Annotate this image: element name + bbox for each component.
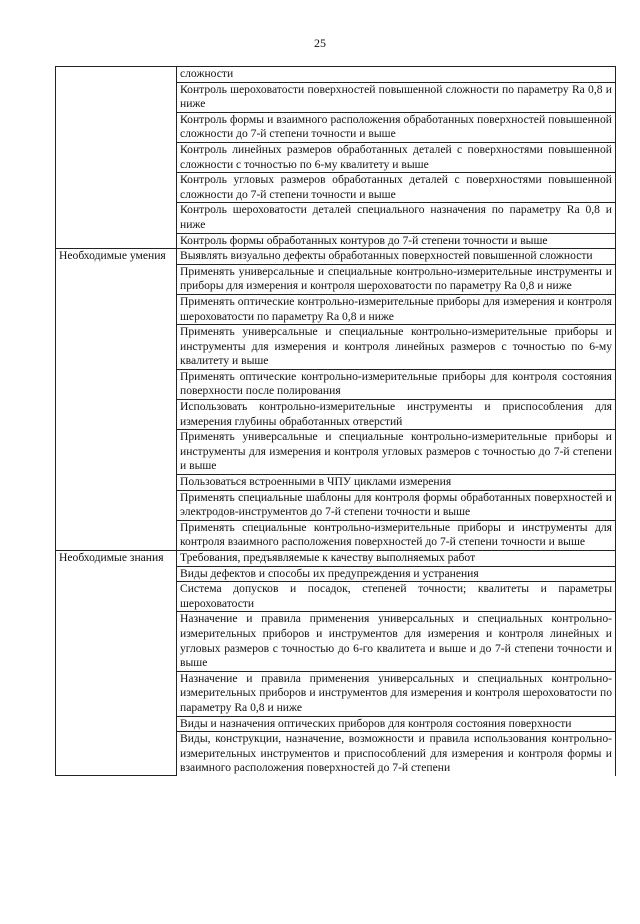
requirement-cell: Применять специальные контрольно-измерительные приборы и инструменты для контроля взаимного расположения поверхностей до 7-й степени точности и выше xyxy=(177,520,616,550)
requirement-cell: Назначение и правила применения универсальных и специальных контрольно-измерительных приборов и инструментов для измерения и контроля линейных и угловых размеров с точностью до 6-го квалитета и выше и до 7-й степени точности и выше xyxy=(177,612,616,671)
table-row xyxy=(56,249,616,265)
requirement-cell: сложности xyxy=(177,67,616,83)
requirement-cell: Выявлять визуально дефекты обработанных поверхностей повышенной сложности xyxy=(177,249,616,265)
requirements-table xyxy=(55,66,616,776)
requirement-cell: Виды, конструкции, назначение, возможности и правила использования контрольно-измерительных инструментов и приспособлений для измерения и контроля формы и взаимного расположения поверхностей до 7-й степени xyxy=(177,732,616,776)
requirement-cell: Использовать контрольно-измерительные инструменты и приспособления для измерения глубины обработанных отверстий xyxy=(177,400,616,430)
requirement-cell: Контроль линейных размеров обработанных деталей с поверхностями повышенной сложности с точностью по 6-му квалитету и выше xyxy=(177,142,616,172)
requirement-cell: Назначение и правила применения универсальных и специальных контрольно-измерительных приборов и инструментов для измерения и контроля шероховатости по параметру Ra 0,8 и ниже xyxy=(177,671,616,716)
requirement-cell: Виды дефектов и способы их предупреждения и устранения xyxy=(177,566,616,582)
requirement-cell: Применять универсальные и специальные контрольно-измерительные приборы и инструменты для измерения и контроля линейных размеров с точностью по 6-му квалитету и выше xyxy=(177,325,616,370)
table-row xyxy=(56,67,616,83)
requirement-cell: Пользоваться встроенными в ЧПУ циклами измерения xyxy=(177,475,616,491)
requirement-cell: Контроль шероховатости деталей специального назначения по параметру Ra 0,8 и ниже xyxy=(177,203,616,233)
requirement-cell: Применять универсальные и специальные контрольно-измерительные приборы и инструменты для измерения и контроля угловых размеров с точностью до 7-й степени и выше xyxy=(177,430,616,475)
requirement-cell: Контроль угловых размеров обработанных деталей с поверхностями повышенной сложности до 7-й степени точности и выше xyxy=(177,173,616,203)
section-label xyxy=(56,67,177,249)
requirement-cell: Применять специальные шаблоны для контроля формы обработанных поверхностей и электродов-инструментов до 7-й степени точности и выше xyxy=(177,490,616,520)
requirement-cell: Контроль шероховатости поверхностей повышенной сложности по параметру Ra 0,8 и ниже xyxy=(177,82,616,112)
requirements-table-body xyxy=(56,67,616,776)
requirement-cell: Применять универсальные и специальные контрольно-измерительные инструменты и приборы для измерения и контроля шероховатости по параметру Ra 0,8 и ниже xyxy=(177,264,616,294)
page-number: 25 xyxy=(314,36,326,50)
requirement-cell: Контроль формы и взаимного расположения обработанных поверхностей повышенной сложности до 7-й степени точности и выше xyxy=(177,112,616,142)
requirement-cell: Требования, предъявляемые к качеству выполняемых работ xyxy=(177,551,616,567)
section-label: Необходимые знания xyxy=(56,551,177,776)
requirement-cell: Контроль формы обработанных контуров до 7-й степени точности и выше xyxy=(177,233,616,249)
requirement-cell: Применять оптические контрольно-измерительные приборы для измерения и контроля шероховатости по параметру Ra 0,8 и ниже xyxy=(177,294,616,324)
table-row xyxy=(56,551,616,567)
requirement-cell: Применять оптические контрольно-измерительные приборы для контроля состояния поверхности после полирования xyxy=(177,369,616,399)
requirement-cell: Система допусков и посадок, степеней точности; квалитеты и параметры шероховатости xyxy=(177,582,616,612)
requirement-cell: Виды и назначения оптических приборов для контроля состояния поверхности xyxy=(177,716,616,732)
section-label: Необходимые умения xyxy=(56,249,177,551)
